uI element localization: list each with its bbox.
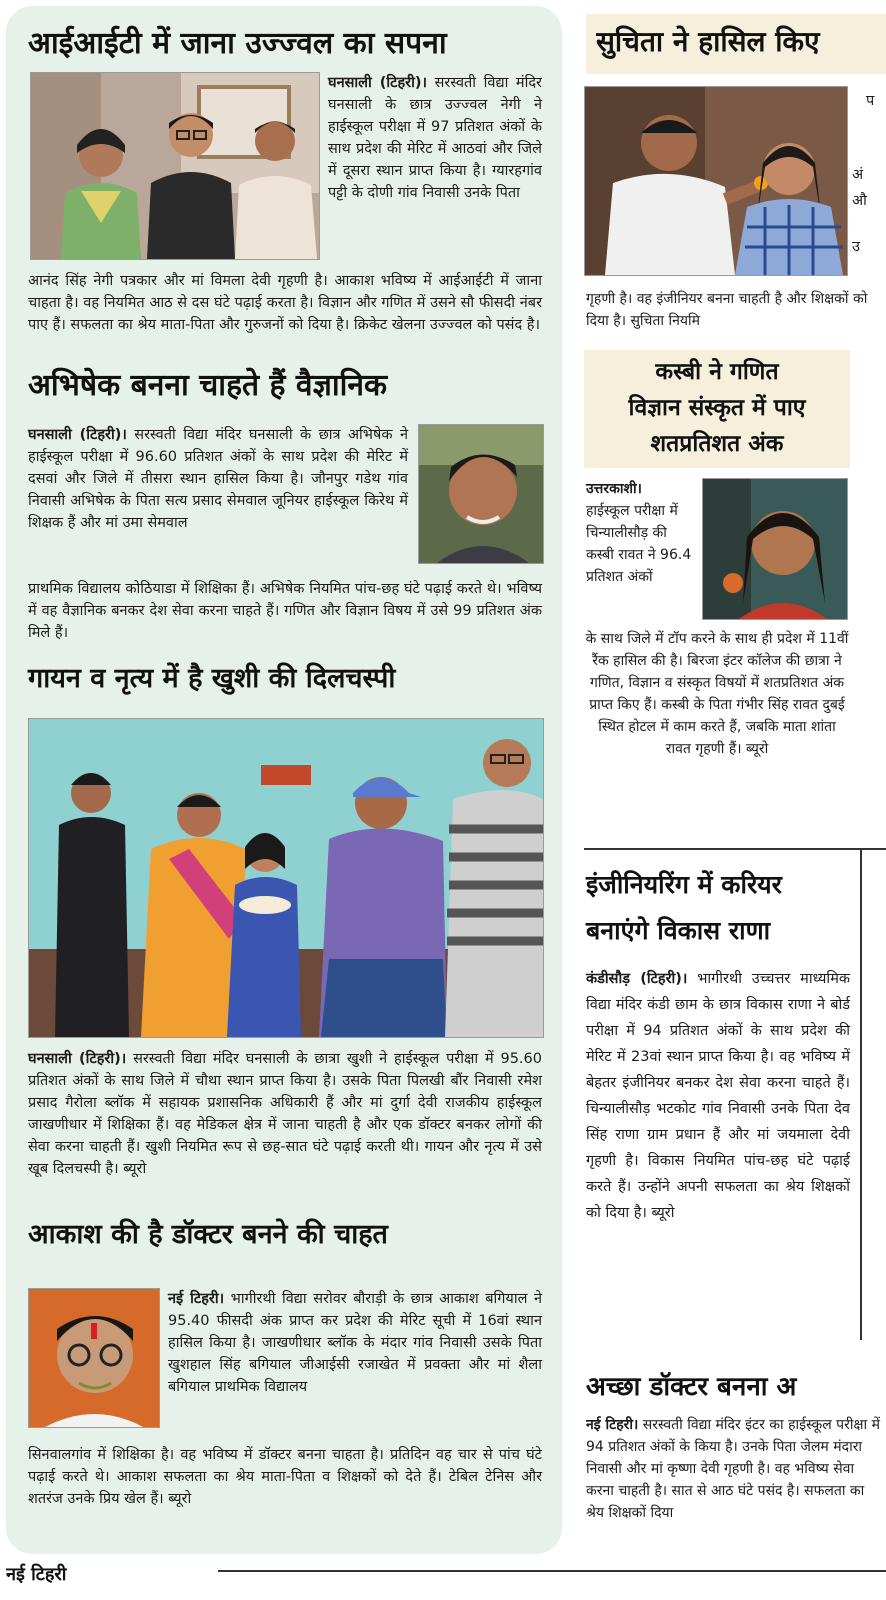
story5-fragment: अं (852, 167, 864, 183)
story3-dateline: घनसाली (टिहरी)। (28, 1051, 127, 1067)
story8-body (586, 1414, 886, 1560)
story2-photo (418, 424, 544, 564)
story7-body-text: भागीरथी उच्चत्तर माध्यमिक विद्या मंदिर कंडी छाम के छात्र विकास राणा ने बोर्ड परीक्षा में 94 प्रतिशत अंकों के साथ प्रदेश की मेरिट में 23वां स्थान प्राप्त किया है। वह भविष्य में बेहतर इंजीनियर बनकर देश सेवा करना चाहते हैं। चिन्यालीसौड़ भटकोट गांव निवासी उनके पिता देव सिंह राणा ग्राम प्रधान हैं और मां जयमाला देवी गृहणी है। विकास नियमित पांच-छह घंटे पढ़ाई करते हैं। उन्होंने अपनी सफलता का श्रेय शिक्षकों को दिया है। ब्यूरो (586, 971, 850, 1221)
story6-headline-line: विज्ञान संस्कृत में पाए (628, 395, 806, 421)
story3-body (28, 1048, 542, 1180)
story1-headline: आईआईटी में जाना उज्ज्वल का सपना (28, 26, 447, 61)
story5-side-fragments (852, 86, 886, 276)
story7-dateline: कंडीसौड़ (टिहरी)। (586, 971, 688, 987)
story5-body-cut: गृहणी है। वह इंजीनियर बनना चाहती है और शिक्षकों को दिया है। सुचिता नियमि (586, 291, 868, 329)
story1-dateline: घनसाली (टिहरी)। (328, 75, 427, 91)
right-column-vertical-divider (860, 850, 862, 1340)
story3-photo (28, 718, 544, 1038)
story1-body-full: आनंद सिंह नेगी पत्रकार और मां विमला देवी गृहणी है। आकाश भविष्य में आईआईटी में जाना चाहता है। वह नियमित आठ से दस घंटे पढ़ाई करता है। विज्ञान और गणित में उसने सौ फीसदी नंबर पाए हैं। सफलता का श्रेय माता-पिता और गुरुजनों को दिया है। क्रिकेट खेलना उज्ज्वल को पसंद है। (28, 273, 542, 333)
story5-fragment: औ (852, 193, 867, 209)
story6-body-side: हाईस्कूल परीक्षा में चिन्यालीसौड़ की कस्बी रावत ने 96.4 प्रतिशत अंकों (586, 503, 692, 585)
story2-body-full: प्राथमिक विद्यालय कोठियाडा में शिक्षिका हैं। अभिषेक नियमित पांच-छह घंटे पढ़ाई करते थे। भविष्य में वह वैज्ञानिक बनकर देश सेवा करना चाहते हैं। गणित और विज्ञान विषय में उसे 99 प्रतिशत अंक मिले हैं। (28, 581, 542, 641)
story8-body-text: सरस्वती विद्या मंदिर इंटर का हाईस्कूल परीक्षा में 94 प्रतिशत अंकों के किया है। उनके पिता जेलम मंदारा निवासी और मां कृष्णा देवी गृहणी है। वह भविष्य सेवा करना चाहती है। सात से आठ घंटे पसंद है। सफलता का श्रेय शिक्षकों दिया (586, 1417, 880, 1521)
right-column-divider (584, 848, 886, 850)
footer-rule (218, 1570, 886, 1572)
story6-headline-line: शतप्रतिशत अंक (650, 431, 784, 457)
story7-headline (586, 862, 856, 954)
story6-side-text (586, 478, 692, 588)
story1-photo (30, 72, 320, 260)
footer-fragment: नई टिहरी (6, 1564, 67, 1585)
story6-headline-line: कस्बी ने गणित (655, 359, 779, 385)
story1-side-text (328, 72, 542, 204)
story7-body (586, 966, 850, 1226)
story6-photo (702, 478, 848, 620)
story6-body-full: के साथ जिले में टॉप करने के साथ ही प्रदेश में 11वीं रैंक हासिल की है। बिरजा इंटर कॉलेज की छात्रा ने गणित, विज्ञान व संस्कृत विषयों में शतप्रतिशत अंक प्राप्त किए हैं। कस्बी के पिता गंभीर सिंह रावत दुबई स्थित होटल में काम करते हैं, जबकि माता शांता रावत गृहणी हैं। ब्यूरो (585, 631, 849, 757)
story3-headline: गायन व नृत्य में है खुशी की दिलचस्पी (28, 663, 396, 694)
story4-photo (28, 1288, 160, 1428)
story4-body-side: भागीरथी विद्या सरोवर बौराड़ी के छात्र आकाश बगियाल ने 95.40 फीसदी अंक प्राप्त कर प्रदेश की मेरिट सूची में 16वां स्थान हासिल किया है। जाखणीधार ब्लॉक के मंदार गांव निवासी उसके पिता खुशहाल सिंह बगियाल जीआईसी रजाखेत में प्रवक्ता और मां शैला बगियाल प्राथमिक विद्यालय (168, 1291, 542, 1395)
story5-photo (584, 86, 848, 276)
story7-headline-line: बनाएंगे विकास राणा (586, 916, 771, 945)
story4-dateline: नई टिहरी। (168, 1291, 225, 1307)
story8-headline: अच्छा डॉक्टर बनना अ (586, 1372, 797, 1402)
story5-headline: सुचिता ने हासिल किए (596, 25, 820, 58)
story5-fragment: प (866, 93, 875, 109)
story6-headline (584, 354, 850, 462)
story7-headline-line: इंजीनियरिंग में करियर (586, 870, 782, 899)
story5-fragment: उ (852, 239, 860, 255)
story4-body-full: सिनवालगांव में शिक्षिका है। वह भविष्य में डॉक्टर बनना चाहता है। प्रतिदिन वह चार से पांच घंटे पढ़ाई करते थे। आकाश सफलता का श्रेय माता-पिता व शिक्षकों को देते हैं। टेबिल टेनिस और शतरंज उनके प्रिय खेल हैं। ब्यूरो (28, 1447, 542, 1507)
story6-dateline: उत्तरकाशी। (586, 481, 642, 497)
story2-body-side: सरस्वती विद्या मंदिर घनसाली के छात्र अभिषेक ने हाईस्कूल परीक्षा में 96.60 प्रतिशत अंकों के साथ प्रदेश की मेरिट में दसवां और जिले में तीसरा स्थान हासिल किया है। जौनपुर गडेथ गांव निवासी अभिषेक के पिता सत्य प्रसाद सेमवाल जूनियर हाईस्कूल किरेथ में शिक्षक हैं और मां उमा सेमवाल (28, 427, 409, 531)
story4-side-text (168, 1288, 542, 1398)
story2-side-text (28, 424, 408, 534)
story3-body-text: सरस्वती विद्या मंदिर घनसाली के छात्रा खुशी ने हाईस्कूल परीक्षा में 95.60 प्रतिशत अंकों के साथ जिले में चौथा स्थान प्राप्त किया है। उसके पिता पिलखी बौंर निवासी रमेश प्रसाद गैरोला ब्लॉक में सहायक प्रशासनिक अधिकारी हैं और मां दुर्गा देवी राजकीय हाईस्कूल जाखणीधार में शिक्षिका हैं। वह मेडिकल क्षेत्र में जाना चाहती है और एक डॉक्टर बनकर लोगों की सेवा करना चाहती हैं। खुशी नियमित रूप से छह-सात घंटे पढ़ाई करती थी। गायन और नृत्य में उसे खूब दिलचस्पी है। ब्यूरो (28, 1051, 542, 1177)
story1-body-side: सरस्वती विद्या मंदिर घनसाली के छात्र उज्ज्वल नेगी ने हाईस्कूल परीक्षा में 97 प्रतिशत अंकों के साथ प्रदेश की मेरिट में आठवां और जिले में दूसरा स्थान प्राप्त किया है। ग्यारहगांव पट्टी के दोणी गांव निवासी उनके पिता (328, 75, 542, 201)
story4-headline: आकाश की है डॉक्टर बनने की चाहत (28, 1219, 388, 1250)
story8-dateline: नई टिहरी। (586, 1417, 639, 1433)
story2-headline: अभिषेक बनना चाहते हैं वैज्ञानिक (28, 368, 388, 403)
story2-dateline: घनसाली (टिहरी)। (28, 427, 127, 443)
